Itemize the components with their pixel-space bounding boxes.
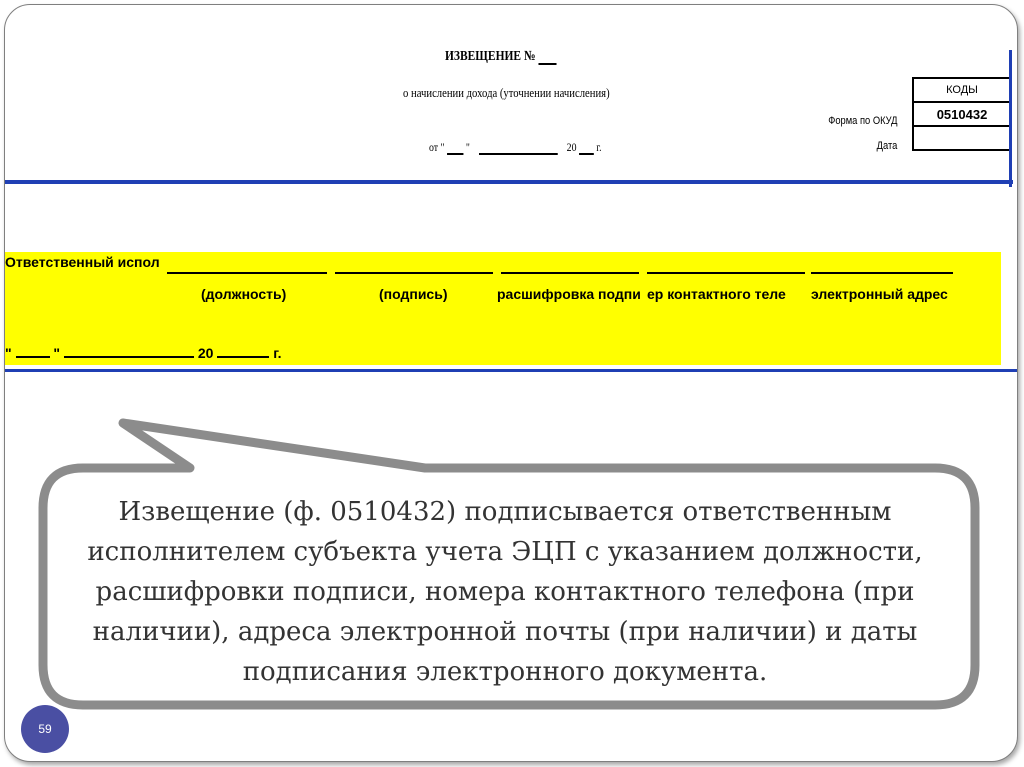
- responsible-label: Ответственный испол: [5, 254, 160, 270]
- okud-label: Форма по ОКУД: [827, 115, 897, 127]
- phone-caption: ер контактного теле: [647, 286, 786, 302]
- signature-caption: (подпись): [379, 286, 448, 302]
- decoding-caption: расшифровка подпи: [497, 286, 641, 302]
- form-subtitle: о начислении дохода (уточнении начисления): [403, 85, 610, 100]
- page-number-badge: 59: [21, 705, 69, 753]
- signature-date: " " 20 г.: [5, 345, 282, 361]
- codes-header: КОДЫ: [913, 78, 1011, 102]
- slide-frame: [4, 4, 1018, 762]
- form-date-line: от " " 20 г.: [429, 140, 602, 154]
- email-caption: электронный адрес: [811, 286, 948, 302]
- okud-value: 0510432: [913, 102, 1011, 126]
- position-caption: (должность): [201, 286, 287, 302]
- date-label: Дата: [876, 140, 897, 152]
- callout-text: Извещение (ф. 0510432) подписывается ответственным исполнителем субъекта учета ЭЦП с указанием должности, расшифровки подписи, номера контактного телефона (при наличии), адреса электронной почты (при наличии) и даты подписания электронного документа.: [87, 497, 923, 687]
- form-title-text: ИЗВЕЩЕНИЕ №: [445, 49, 536, 64]
